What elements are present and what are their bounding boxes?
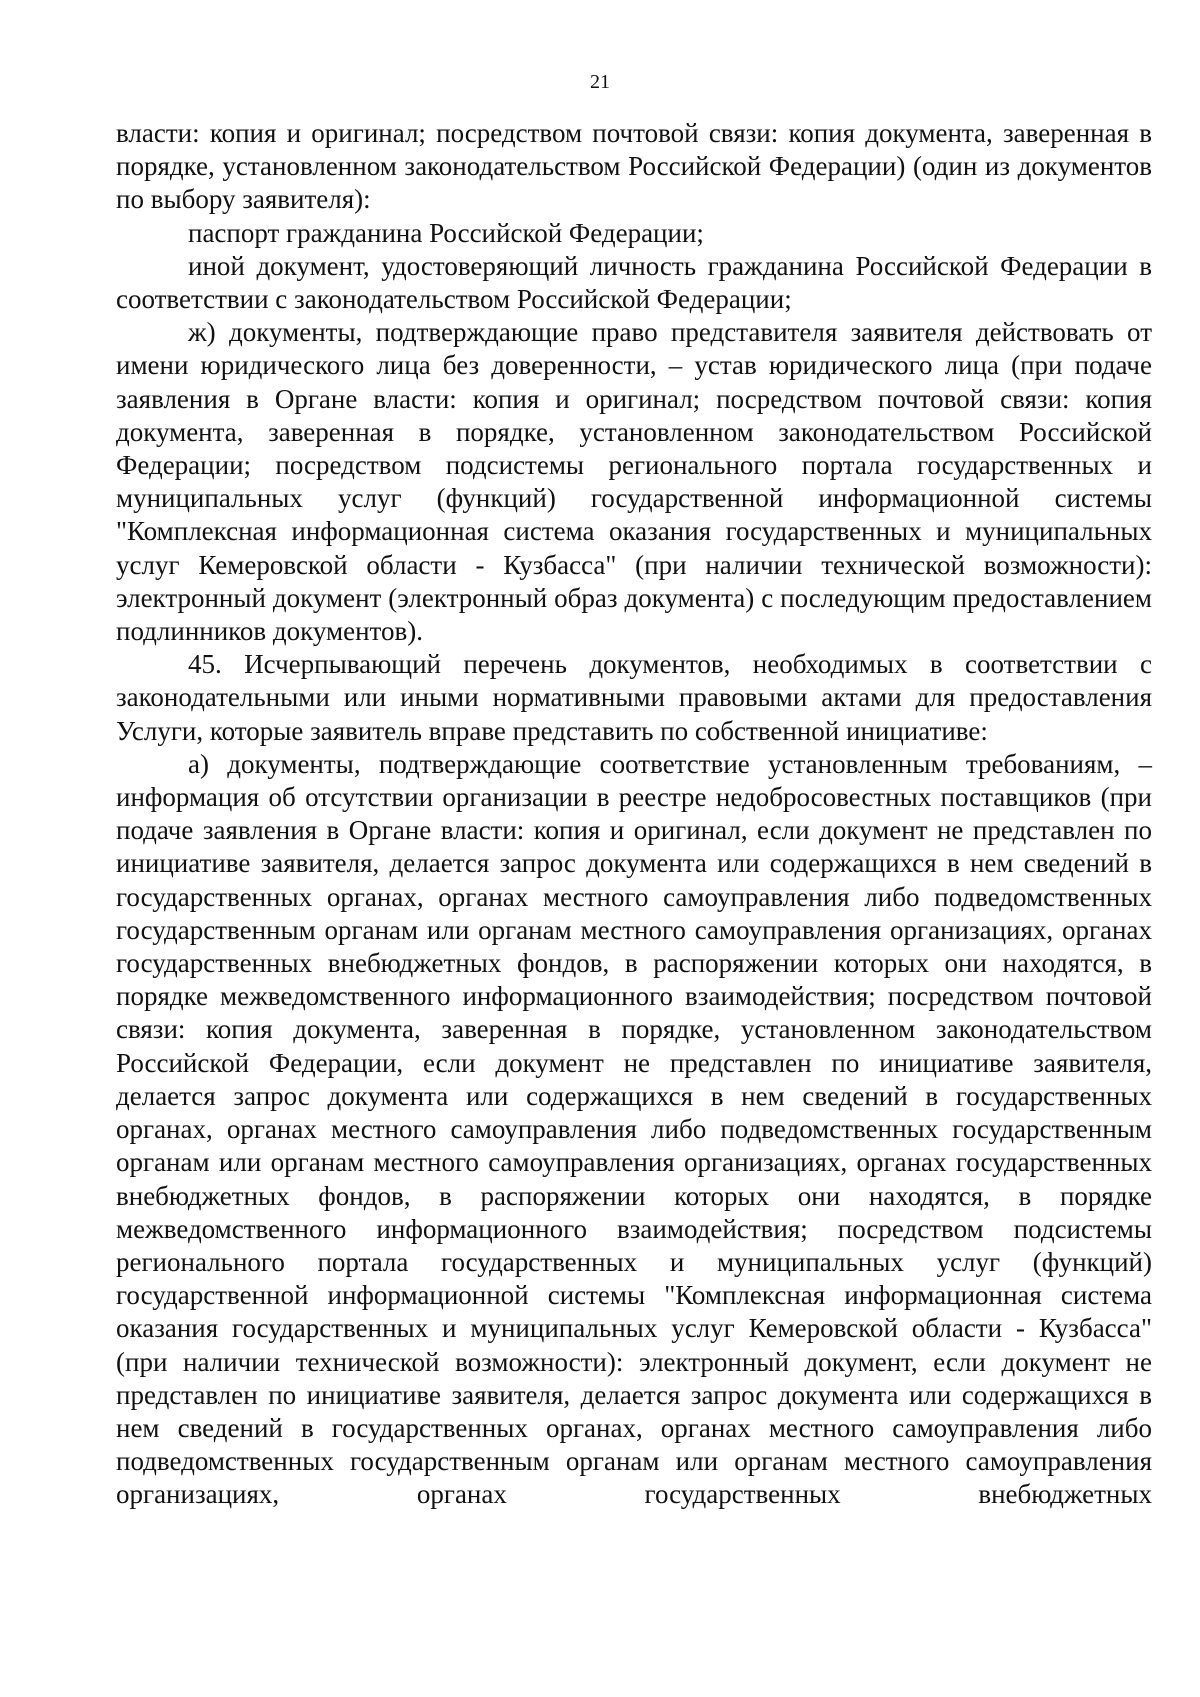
- page-number: 21: [590, 71, 610, 93]
- paragraph-section-45: 45. Исчерпывающий перечень документов, необходимых в соответствии с законодательными или иными нормативными правовыми актами для предоставления Услуги, которые заявитель вправе представить по собственной инициативе:: [116, 649, 1152, 746]
- paragraph-item-a: а) документы, подтверждающие соответствие установленным требованиям, – информация об отсутствии организации в реестре недобросовестных поставщиков (при подаче заявления в Органе власти: копия и оригинал, если документ не представлен по инициативе заявителя, делается запрос документа или содержащихся в нем сведений в государственных органах, органах местного самоуправления либо подведомственных государственным органам или органам местного самоуправления организациях, органах государственных внебюджетных фондов, в распоряжении которых они находятся, в порядке межведомственного информационного взаимодействия; посредством почтовой связи: копия документа, заверенная в порядке, установленном законодательством Российской Федерации, если документ не представлен по инициативе заявителя, делается запрос документа или содержащихся в нем сведений в государственных органах, органах местного самоуправления либо подведомственных государственным органам или органам местного самоуправления организациях, органах государственных внебюджетных фондов, в распоряжении которых они находятся, в порядке межведомственного информационного взаимодействия; посредством подсистемы регионального портала государственных и муниципальных услуг (функций) государственной информационной системы "Комплексная информационная система оказания государственных и муниципальных услуг Кемеровской области - Кузбасса" (при наличии технической возможности): электронный документ, если документ не представлен по инициативе заявителя, делается запрос документа или содержащихся в нем сведений в государственных органах, органах местного самоуправления либо подведомственных государственным органам или органам местного самоуправления организациях, органах государственных внебюджетных: [116, 748, 1152, 1510]
- paragraph-passport: паспорт гражданина Российской Федерации;: [188, 217, 704, 248]
- paragraph-item-zh: ж) документы, подтверждающие право представителя заявителя действовать от имени юридического лица без доверенности, – устав юридического лица (при подаче заявления в Органе власти: копия и оригинал; посредством почтовой связи: копия документа, заверенная в порядке, установленном законодательством Российской Федерации; посредством подсистемы регионального портала государственных и муниципальных услуг (функций) государственной информационной системы "Комплексная информационная система оказания государственных и муниципальных услуг Кемеровской области - Кузбасса" (при наличии технической возможности): электронный документ (электронный образ документа) с последующим предоставлением подлинников документов).: [116, 317, 1152, 647]
- paragraph-other-identity-document: иной документ, удостоверяющий личность гражданина Российской Федерации в соответствии с законодательством Российской Федерации;: [116, 250, 1152, 315]
- paragraph-continuation: власти: копия и оригинал; посредством почтовой связи: копия документа, заверенная в порядке, установленном законодательством Российской Федерации) (один из документов по выбору заявителя):: [116, 118, 1152, 215]
- document-body: [116, 117, 1152, 1512]
